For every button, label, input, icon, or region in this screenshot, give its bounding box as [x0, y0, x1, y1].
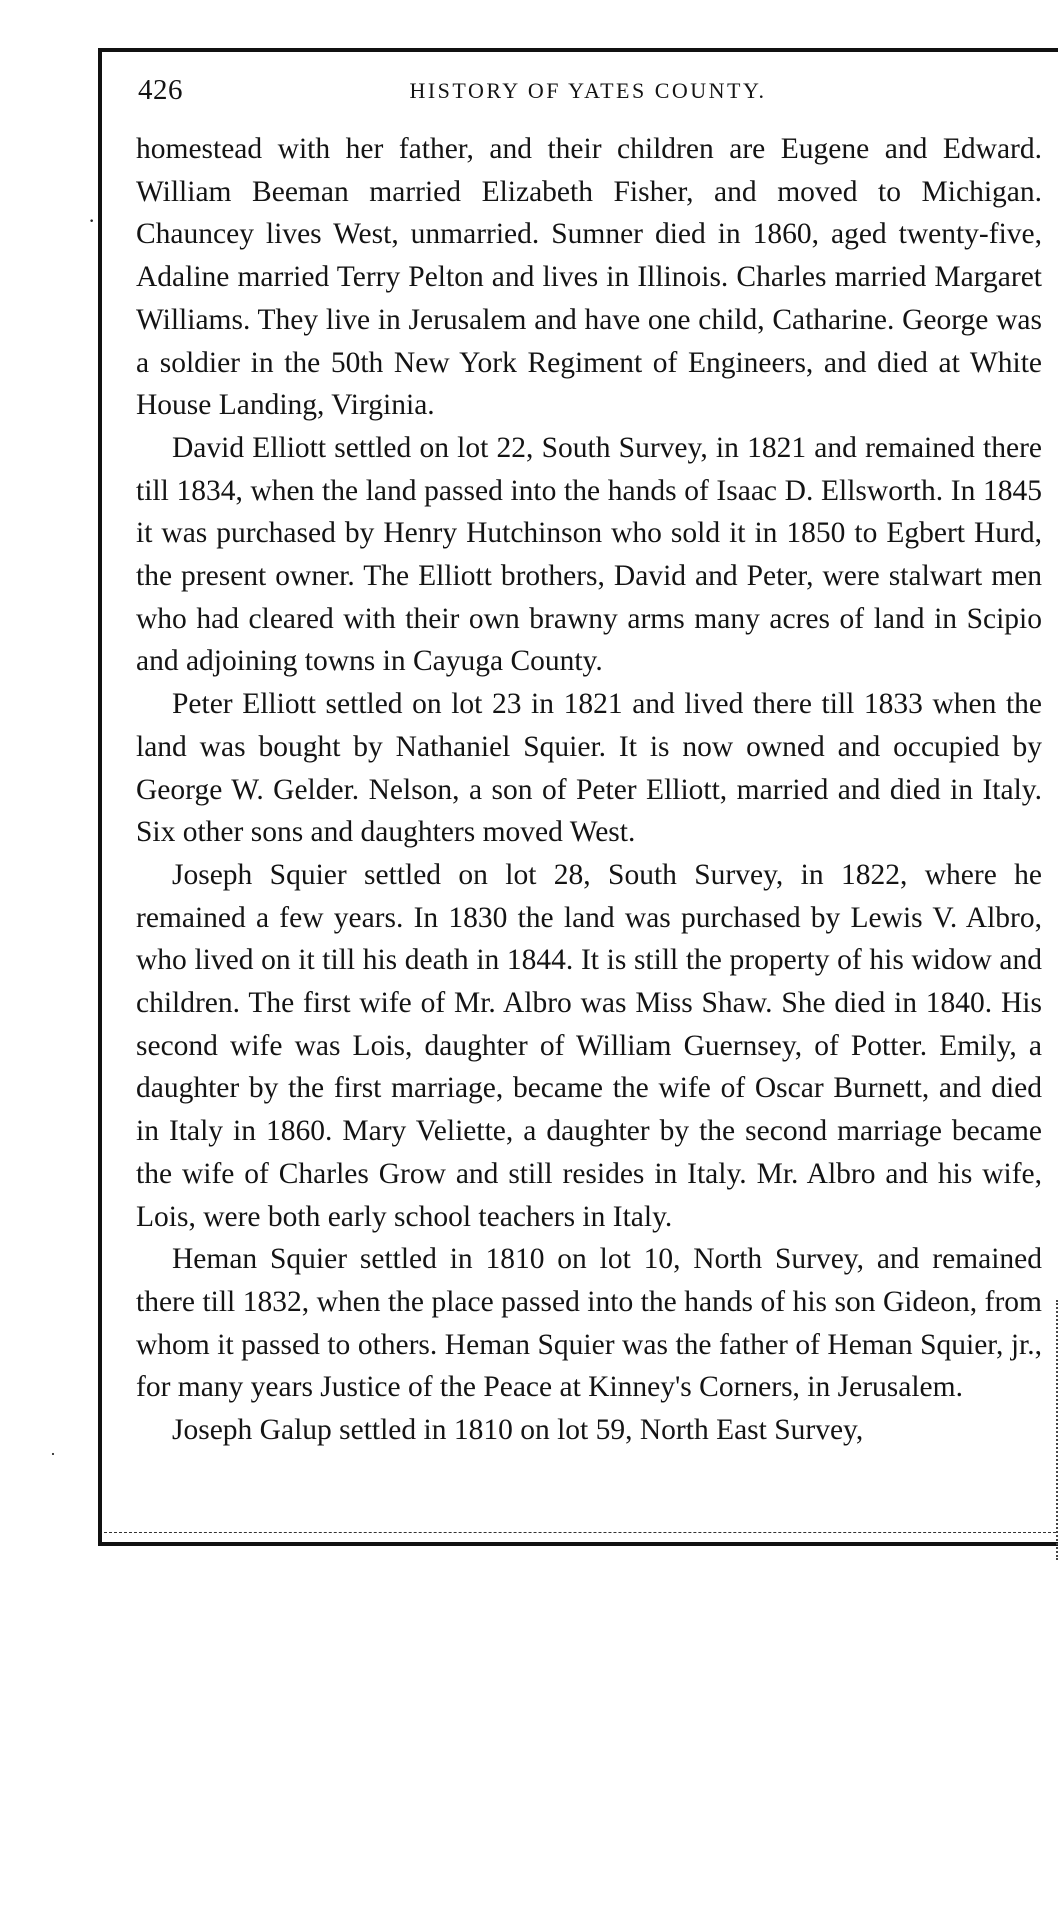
bottom-rule [104, 1532, 1056, 1533]
paragraph-continued: homestead with her father, and their children are Eugene and Edward. William Beeman married Elizabeth Fisher, and moved to Michigan. Chauncey lives West, unmarried. Sumner died in 1860, aged twenty-five, Adaline married Terry Pelton and lives in Illinois. Charles married Margaret Williams. They live in Jerusalem and have one child, Catharine. George was a soldier in the 50th New York Regiment of Engineers, and died at White House Landing, Virginia. [136, 133, 1042, 422]
margin-mark: · [88, 208, 96, 233]
paragraph: Joseph Galup settled in 1810 on lot 59, North East Survey, [172, 1414, 864, 1447]
page-number: 426 [138, 74, 183, 106]
paragraph: Peter Elliott settled on lot 23 in 1821 and lived there till 1833 when the land was bought by Nathaniel Squier. It is now owned and occupied by George W. Gelder. Nelson, a son of Peter Elliott, married and died in Italy. Six other sons and daughters moved West. [136, 688, 1042, 849]
page-header [128, 70, 1048, 114]
edge-ticks [1048, 1300, 1058, 1560]
margin-dot: · [50, 1444, 56, 1464]
paragraph: Joseph Squier settled on lot 28, South Survey, in 1822, where he remained a few years. In 1830 the land was purchased by Lewis V. Albro, who lived on it till his death in 1844. It is still the property of his widow and children. The first wife of Mr. Albro was Miss Shaw. She died in 1840. His second wife was Lois, daughter of William Guernsey, of Potter. Emily, a daughter by the first marriage, became the wife of Oscar Burnett, and died in Italy in 1860. Mary Veliette, a daughter by the second marriage became the wife of Charles Grow and still resides in Italy. Mr. Albro and his wife, Lois, were both early school teachers in Italy. [136, 858, 1042, 1233]
paragraph: David Elliott settled on lot 22, South Survey, in 1821 and remained there till 1834, when the land passed into the hands of Isaac D. Ellsworth. In 1845 it was purchased by Henry Hutchinson who sold it in 1850 to Egbert Hurd, the present owner. The Elliott brothers, David and Peter, were stalwart men who had cleared with their own brawny arms many acres of land in Scipio and adjoining towns in Cayuga County. [136, 431, 1042, 678]
running-head: HISTORY OF YATES COUNTY. [409, 78, 767, 103]
body-text [136, 128, 1042, 1452]
paragraph: Heman Squier settled in 1810 on lot 10, North Survey, and remained there till 1832, when the place passed into the hands of his son Gideon, from whom it passed to others. Heman Squier was the father of Heman Squier, jr., for many years Justice of the Peace at Kinney's Corners, in Jerusalem. [136, 1243, 1042, 1404]
